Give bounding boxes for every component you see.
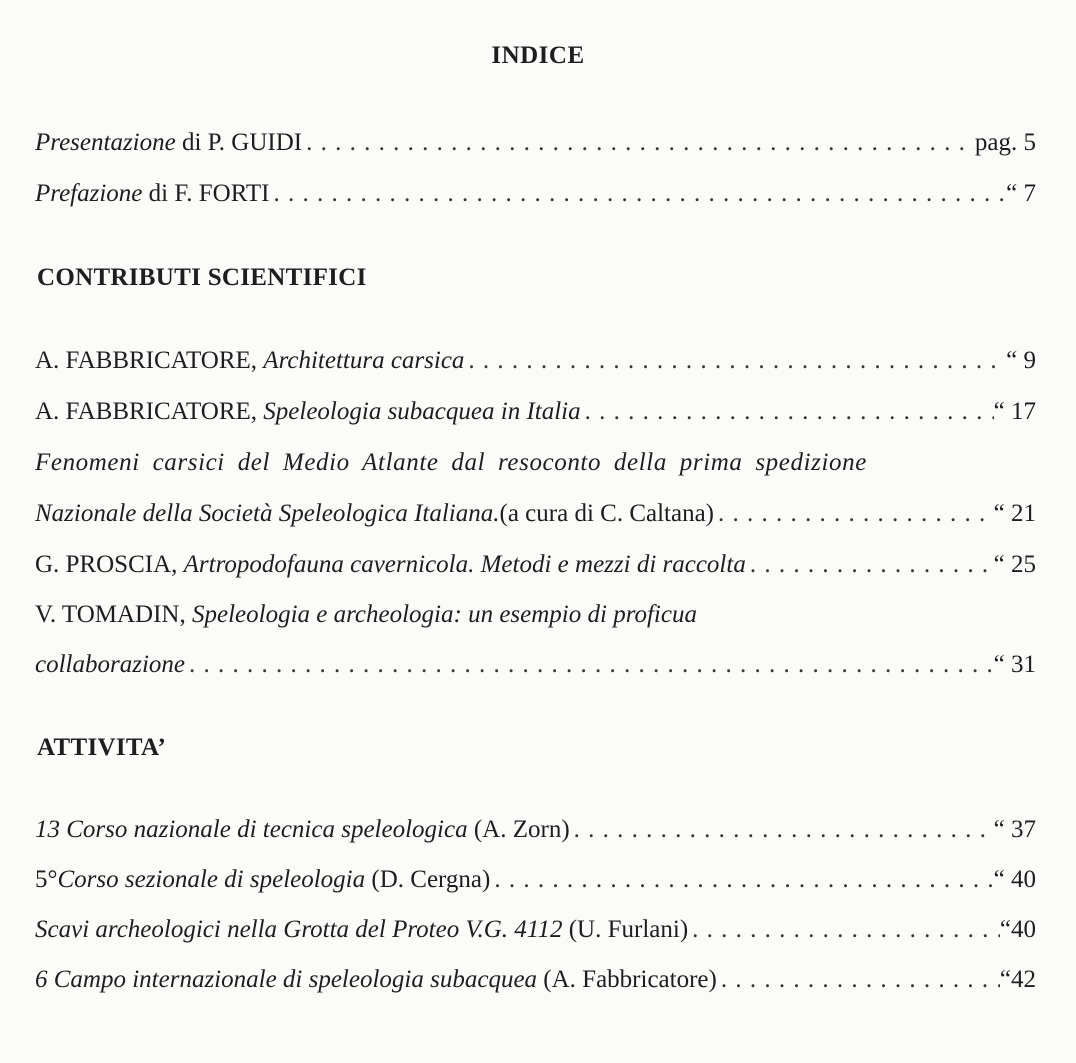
entry-title: Nazionale della Società Speleologica Italiana. — [35, 500, 500, 527]
toc-entry — [35, 913, 1036, 947]
entry-page: “ 31 — [993, 651, 1036, 678]
entry-author: (D. Cergna) — [365, 866, 491, 893]
toc-entry — [35, 813, 1036, 847]
leader-dots — [185, 648, 994, 682]
page-title: INDICE — [491, 42, 585, 69]
entry-author: A. FABBRICATORE, — [35, 398, 264, 425]
entry-title: Corso sezionale di speleologia — [57, 866, 366, 893]
toc-entry — [35, 344, 1036, 378]
leader-dots — [581, 395, 994, 429]
toc-entry — [35, 395, 1036, 429]
toc-entry — [35, 648, 1036, 682]
entry-title: Presentazione — [35, 129, 176, 156]
toc-entry — [35, 863, 1036, 897]
entry-author: (A. Fabbricatore) — [537, 966, 717, 993]
toc-entry — [35, 497, 1036, 531]
entry-title: 6 Campo internazionale di speleologia subacquea — [35, 966, 538, 993]
entry-author: (U. Furlani) — [562, 916, 689, 943]
leader-dots — [570, 813, 994, 847]
entry-title: Artropodofauna cavernicola. Metodi e mezzi di raccolta — [183, 551, 746, 578]
entry-prefix: 5° — [35, 866, 58, 893]
entry-page: “ 40 — [993, 866, 1036, 893]
entry-title: collaborazione — [35, 651, 185, 678]
leader-dots — [746, 548, 994, 582]
entry-page: “ 7 — [1006, 180, 1036, 207]
entry-page: pag. 5 — [974, 129, 1036, 156]
leader-dots — [490, 863, 993, 897]
leader-dots — [464, 344, 1006, 378]
entry-author: G. PROSCIA, — [35, 551, 184, 578]
entry-title: Speleologia subacquea in Italia — [263, 398, 581, 425]
toc-entry-line — [35, 446, 1036, 480]
entry-page: “ 9 — [1006, 347, 1036, 374]
toc-entry — [35, 963, 1036, 997]
entry-title: Architettura carsica — [263, 347, 465, 374]
section-heading-contributi: CONTRIBUTI SCIENTIFICI — [37, 264, 367, 291]
entry-title: Scavi archeologici nella Grotta del Proteo V.G. 4112 — [35, 916, 563, 943]
entry-title: Prefazione — [35, 180, 143, 207]
toc-entry — [35, 548, 1036, 582]
leader-dots — [717, 963, 1000, 997]
leader-dots — [269, 177, 1006, 211]
section-heading-attivita: ATTIVITA’ — [37, 734, 167, 761]
entry-page: “ 21 — [993, 500, 1036, 527]
leader-dots — [714, 497, 994, 531]
entry-author: V. TOMADIN, — [35, 601, 192, 628]
entry-page: “40 — [999, 916, 1036, 943]
leader-dots — [688, 913, 1000, 947]
entry-page: “ 37 — [993, 816, 1036, 843]
entry-page: “42 — [999, 966, 1036, 993]
entry-page: “ 17 — [993, 398, 1036, 425]
entry-author: A. FABBRICATORE, — [35, 347, 264, 374]
toc-entry-prefazione — [35, 177, 1036, 211]
leader-dots — [302, 126, 975, 160]
toc-entry-line — [35, 598, 1036, 632]
entry-author: di F. FORTI — [142, 180, 270, 207]
entry-editor: (a cura di C. Caltana) — [499, 500, 715, 527]
toc-entry-presentazione — [35, 126, 1036, 160]
entry-page: “ 25 — [993, 551, 1036, 578]
entry-author: di P. GUIDI — [175, 129, 303, 156]
entry-title: Speleologia e archeologia: un esempio di proficua — [191, 601, 697, 628]
entry-title: 13 Corso nazionale di tecnica speleologica — [35, 816, 468, 843]
entry-title: Fenomeni carsici del Medio Atlante dal resoconto della prima spedizione — [35, 449, 867, 476]
entry-author: (A. Zorn) — [467, 816, 570, 843]
